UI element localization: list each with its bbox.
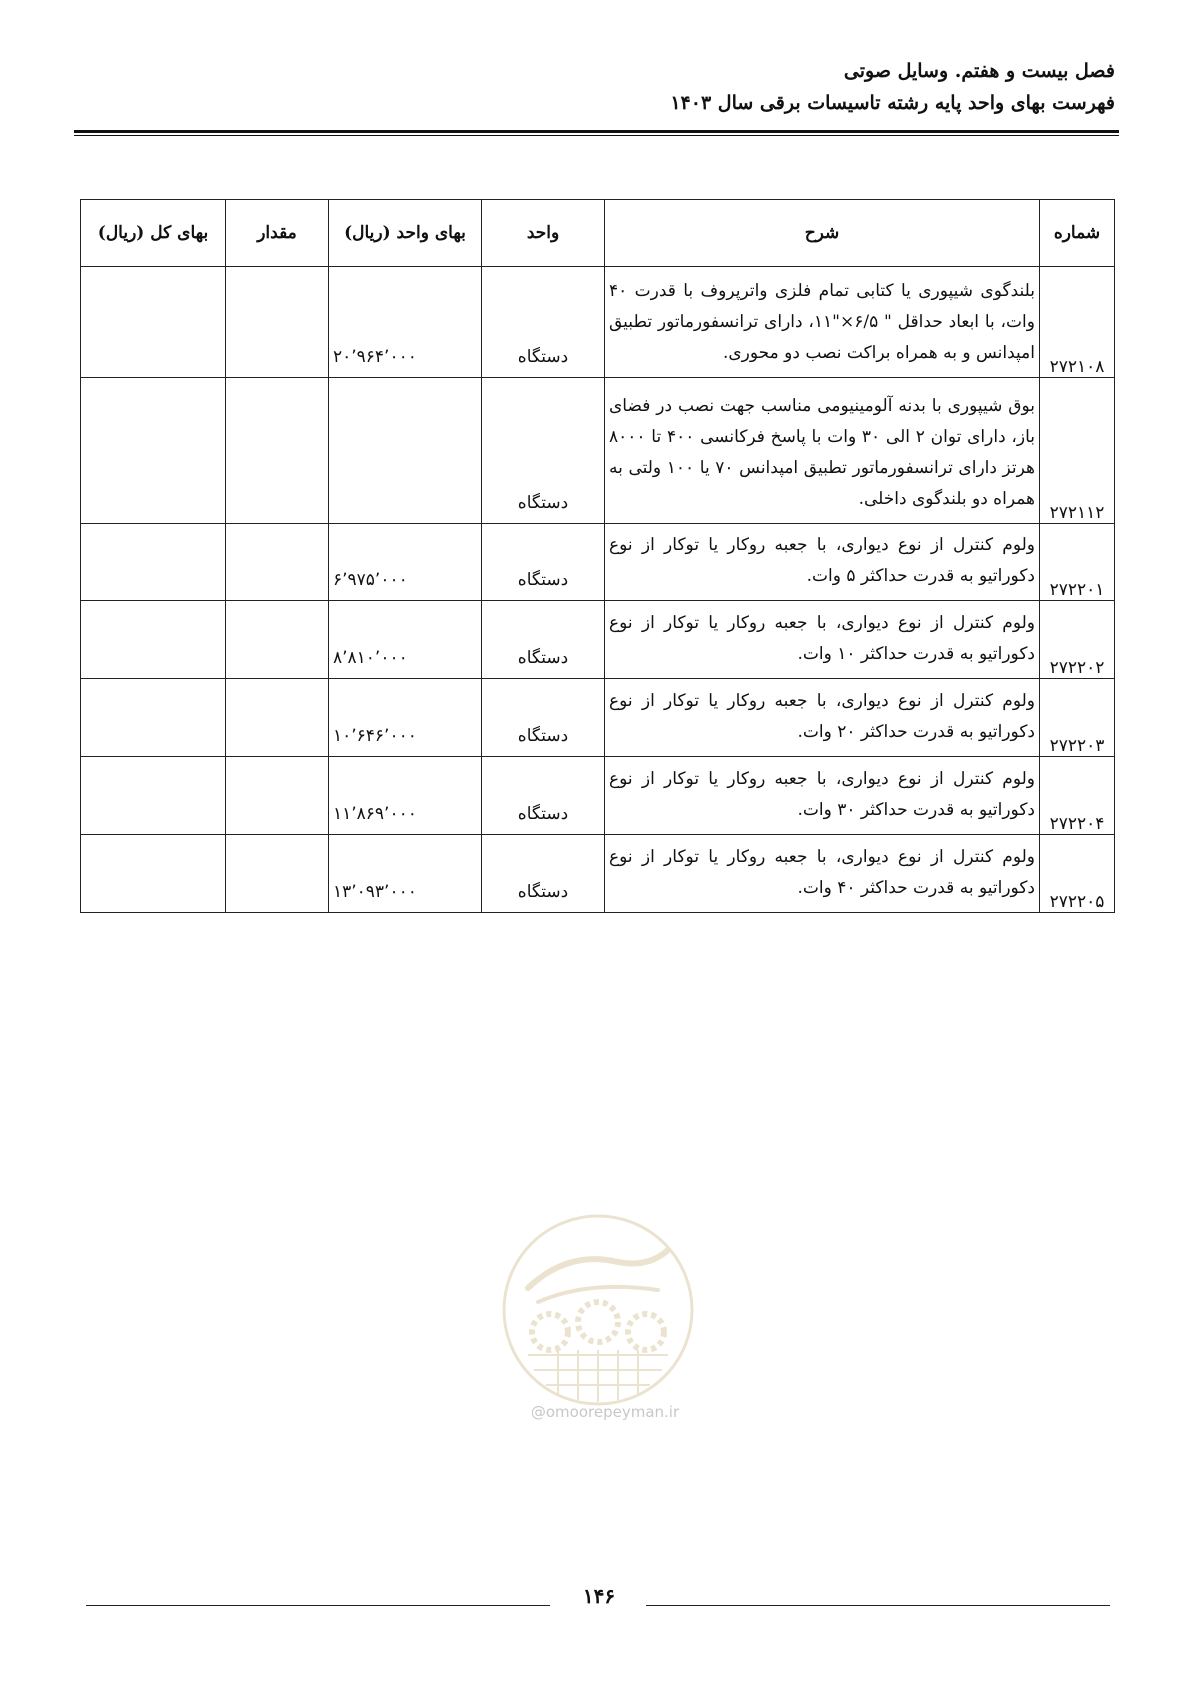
item-unit-price: ۶٬۹۷۵٬۰۰۰	[329, 524, 482, 601]
item-description: بلندگوی شیپوری یا کتابی تمام فلزی واترپروف با قدرت ۴۰ وات، با ابعاد حداقل " ۶/۵×"۱۱، دارای ترانسفورماتور تطبیق امپدانس و به همراه براکت نصب دو محوری.	[605, 267, 1040, 378]
omoore-peyman-seal-icon	[498, 1210, 698, 1410]
page-header	[76, 56, 1115, 118]
item-unit-price	[329, 378, 482, 524]
item-total	[81, 267, 226, 378]
document-title: فهرست بهای واحد پایه رشته تاسیسات برقی سال ۱۴۰۳	[670, 92, 1115, 114]
item-unit: دستگاه	[482, 679, 605, 757]
watermark-logo	[498, 1210, 698, 1410]
item-quantity	[226, 601, 329, 679]
table-row	[81, 601, 1115, 679]
item-description: ولوم کنترل از نوع دیواری، با جعبه روکار یا توکار از نوع دکوراتیو به قدرت حداکثر ۵ وات.	[605, 524, 1040, 601]
table-row	[81, 267, 1115, 378]
item-quantity	[226, 835, 329, 913]
table-row	[81, 524, 1115, 601]
item-total	[81, 835, 226, 913]
item-number: ۲۷۲۲۰۵	[1040, 835, 1115, 913]
page-number: ۱۴۶	[582, 1584, 616, 1608]
item-total	[81, 524, 226, 601]
item-description: ولوم کنترل از نوع دیواری، با جعبه روکار یا توکار از نوع دکوراتیو به قدرت حداکثر ۲۰ وات.	[605, 679, 1040, 757]
column-header-unit: واحد	[482, 200, 605, 267]
item-unit: دستگاه	[482, 757, 605, 835]
item-unit: دستگاه	[482, 835, 605, 913]
chapter-title: فصل بیست و هفتم. وسایل صوتی	[843, 60, 1115, 82]
price-list-table	[80, 199, 1115, 913]
item-total	[81, 679, 226, 757]
table-header-row	[81, 200, 1115, 267]
item-quantity	[226, 378, 329, 524]
item-description: ولوم کنترل از نوع دیواری، با جعبه روکار یا توکار از نوع دکوراتیو به قدرت حداکثر ۳۰ وات.	[605, 757, 1040, 835]
item-unit-price: ۲۰٬۹۶۴٬۰۰۰	[329, 267, 482, 378]
footer-rule-left	[86, 1605, 550, 1606]
table-row	[81, 835, 1115, 913]
item-number: ۲۷۲۲۰۱	[1040, 524, 1115, 601]
column-header-quantity: مقدار	[226, 200, 329, 267]
item-unit: دستگاه	[482, 378, 605, 524]
item-description: بوق شیپوری با بدنه آلومینیومی مناسب جهت نصب در فضای باز، دارای توان ۲ الی ۳۰ وات با پاسخ فرکانسی ۴۰۰ تا ۸۰۰۰ هرتز دارای ترانسفورماتور تطبیق امپدانس ۷۰ یا ۱۰۰ ولتی به همراه دو بلندگوی داخلی.	[605, 378, 1040, 524]
item-number: ۲۷۲۱۰۸	[1040, 267, 1115, 378]
item-number: ۲۷۲۲۰۴	[1040, 757, 1115, 835]
column-header-unit-price: بهای واحد (ریال)	[329, 200, 482, 267]
column-header-total-price: بهای کل (ریال)	[81, 200, 226, 267]
item-unit-price: ۱۱٬۸۶۹٬۰۰۰	[329, 757, 482, 835]
header-rule-thin	[74, 135, 1119, 136]
item-quantity	[226, 679, 329, 757]
table-row	[81, 679, 1115, 757]
footer-rule-right	[646, 1605, 1110, 1606]
item-unit: دستگاه	[482, 524, 605, 601]
item-unit: دستگاه	[482, 267, 605, 378]
item-quantity	[226, 757, 329, 835]
item-total	[81, 378, 226, 524]
watermark-url: @omoorepeyman.ir	[530, 1403, 680, 1421]
column-header-description: شرح	[605, 200, 1040, 267]
header-rule-thick	[74, 130, 1119, 133]
item-total	[81, 601, 226, 679]
item-quantity	[226, 267, 329, 378]
item-number: ۲۷۲۱۱۲	[1040, 378, 1115, 524]
item-quantity	[226, 524, 329, 601]
item-description: ولوم کنترل از نوع دیواری، با جعبه روکار یا توکار از نوع دکوراتیو به قدرت حداکثر ۱۰ وات.	[605, 601, 1040, 679]
item-unit-price: ۱۳٬۰۹۳٬۰۰۰	[329, 835, 482, 913]
item-unit-price: ۸٬۸۱۰٬۰۰۰	[329, 601, 482, 679]
item-number: ۲۷۲۲۰۲	[1040, 601, 1115, 679]
item-number: ۲۷۲۲۰۳	[1040, 679, 1115, 757]
table-row	[81, 757, 1115, 835]
column-header-number: شماره	[1040, 200, 1115, 267]
item-description: ولوم کنترل از نوع دیواری، با جعبه روکار یا توکار از نوع دکوراتیو به قدرت حداکثر ۴۰ وات.	[605, 835, 1040, 913]
item-unit: دستگاه	[482, 601, 605, 679]
item-total	[81, 757, 226, 835]
item-unit-price: ۱۰٬۶۴۶٬۰۰۰	[329, 679, 482, 757]
table-row	[81, 378, 1115, 524]
